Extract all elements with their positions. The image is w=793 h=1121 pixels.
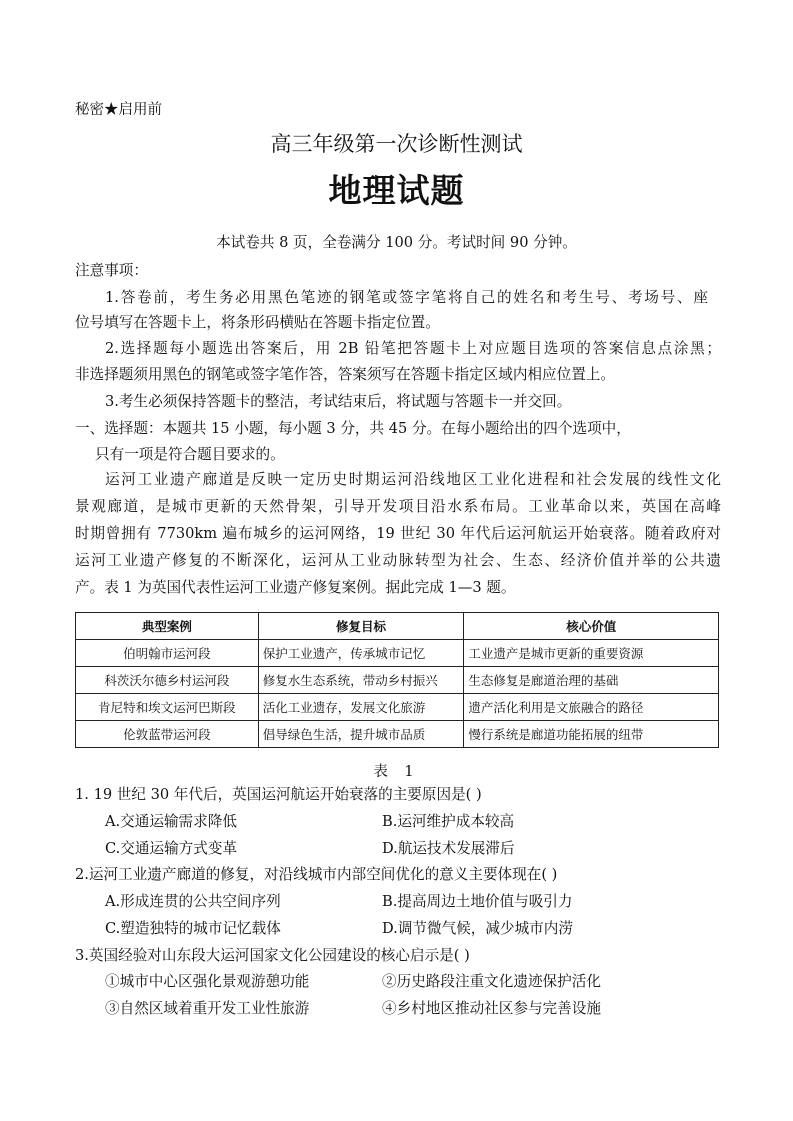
question-stem: 2.运河工业遗产廊道的修复，对沿线城市内部空间优化的意义主要体现在( ) bbox=[75, 866, 558, 883]
question-option: A.形成连贯的公共空间序列 bbox=[105, 893, 281, 910]
passage-line: 运河工业遗产廊道是反映一定历史时期运河沿线地区工业化进程和社会发展的线性文化 bbox=[105, 471, 721, 488]
passage-line: 景观廊道，是城市更新的天然骨架，引导开发项目沿水系布局。工业革命以来，英国在高峰 bbox=[75, 498, 721, 515]
section-heading: 一、选择题：本题共 15 小题，每小题 3 分，共 45 分。在每小题给出的四个选项中， bbox=[75, 420, 631, 437]
question-option: ④乡村地区推动社区参与完善设施 bbox=[382, 1000, 601, 1017]
table-cell: 活化工业遗存，发展文化旅游 bbox=[258, 694, 464, 721]
table-header-cell: 典型案例 bbox=[76, 613, 259, 640]
exam-intro: 本试卷共 8 页，全卷满分 100 分。考试时间 90 分钟。 bbox=[216, 234, 577, 251]
notice-item: 位号填写在答题卡上，将条形码横贴在答题卡指定位置。 bbox=[75, 314, 440, 331]
table-header-cell: 核心价值 bbox=[464, 613, 719, 640]
table-row bbox=[76, 694, 719, 721]
question-option: D.航运技术发展滞后 bbox=[382, 840, 515, 857]
table-cell: 慢行系统是廊道功能拓展的纽带 bbox=[464, 721, 719, 748]
table-header-row bbox=[76, 613, 719, 640]
question-option: ①城市中心区强化景观游憩功能 bbox=[105, 973, 310, 990]
table-cell: 伦敦蓝带运河段 bbox=[76, 721, 259, 748]
question-option: B.提高周边土地价值与吸引力 bbox=[382, 893, 573, 910]
table-caption: 表 1 bbox=[373, 764, 420, 780]
table-header-cell: 修复目标 bbox=[258, 613, 464, 640]
section-heading-cont: 只有一项是符合题目要求的。 bbox=[95, 446, 285, 463]
table-row bbox=[76, 667, 719, 694]
notice-item: 3.考生必须保持答题卡的整洁，考试结束后，将试题与答题卡一并交回。 bbox=[105, 393, 572, 410]
question-option: C.塑造独特的城市记忆载体 bbox=[105, 920, 281, 937]
question-stem: 3.英国经验对山东段大运河国家文化公园建设的核心启示是( ) bbox=[75, 947, 470, 964]
question-option: B.运河维护成本较高 bbox=[382, 813, 515, 830]
passage-line: 产。表 1 为英国代表性运河工业遗产修复案例。据此完成 1—3 题。 bbox=[75, 579, 516, 596]
restoration-cases-table bbox=[75, 612, 719, 748]
table-cell: 工业遗产是城市更新的重要资源 bbox=[464, 640, 719, 667]
notice-item: 2.选择题每小题选出答案后，用 2B 铅笔把答题卡上对应题目选项的答案信息点涂黑； bbox=[105, 340, 721, 357]
question-option: A.交通运输需求降低 bbox=[105, 813, 237, 830]
table-cell: 肯尼特和埃文运河巴斯段 bbox=[76, 694, 259, 721]
notice-item: 非选择题须用黑色的钢笔或签字笔作答，答案须写在答题卡指定区域内相应位置上。 bbox=[75, 366, 615, 383]
table-cell: 伯明翰市运河段 bbox=[76, 640, 259, 667]
table-row bbox=[76, 721, 719, 748]
table-cell: 科茨沃尔德乡村运河段 bbox=[76, 667, 259, 694]
question-option: ②历史路段注重文化遗迹保护活化 bbox=[382, 973, 601, 990]
table-cell: 遗产活化利用是文旅融合的路径 bbox=[464, 694, 719, 721]
confidential-label: 秘密★启用前 bbox=[75, 102, 162, 118]
table-cell: 保护工业遗产，传承城市记忆 bbox=[258, 640, 464, 667]
exam-title: 地理试题 bbox=[328, 171, 465, 210]
table-cell: 生态修复是廊道治理的基础 bbox=[464, 667, 719, 694]
notice-item: 1.答卷前，考生务必用黑色笔迹的钢笔或签字笔将自己的姓名和考生号、考场号、座 bbox=[105, 289, 708, 306]
question-option: C.交通运输方式变革 bbox=[105, 840, 238, 857]
question-stem: 1. 19 世纪 30 年代后，英国运河航运开始衰落的主要原因是( ) bbox=[75, 786, 482, 803]
question-option: ③自然区域着重开发工业性旅游 bbox=[105, 1000, 310, 1017]
passage-line: 时期曾拥有 7730km 遍布城乡的运河网络，19 世纪 30 年代后运河航运开始衰落。随着政府对 bbox=[75, 525, 721, 542]
passage-line: 运河工业遗产修复的不断深化，运河从工业动脉转型为社会、生态、经济价值并举的公共遗 bbox=[75, 552, 721, 569]
exam-subtitle: 高三年级第一次诊断性测试 bbox=[270, 132, 523, 156]
table-cell: 修复水生态系统，带动乡村振兴 bbox=[258, 667, 464, 694]
question-option: D.调节微气候，减少城市内涝 bbox=[382, 920, 573, 937]
notice-heading: 注意事项： bbox=[75, 262, 148, 279]
table-cell: 倡导绿色生活，提升城市品质 bbox=[258, 721, 464, 748]
table-row bbox=[76, 640, 719, 667]
